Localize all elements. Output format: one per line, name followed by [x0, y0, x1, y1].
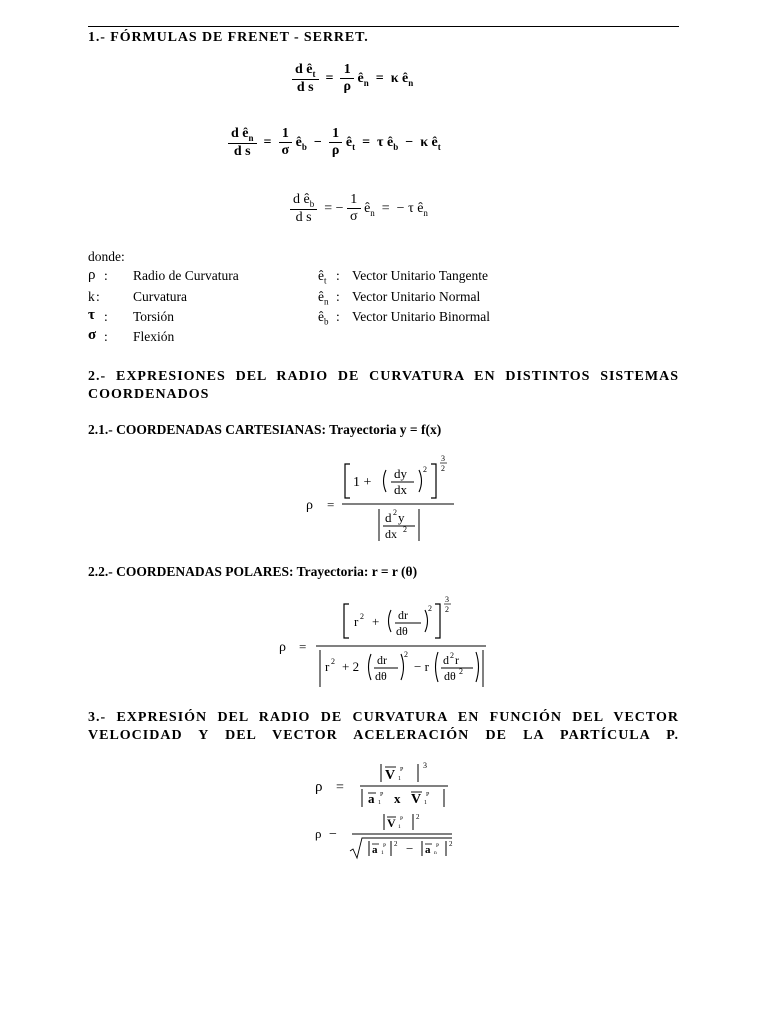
- svg-text:y: y: [398, 510, 405, 525]
- svg-text:1: 1: [398, 824, 401, 830]
- legend-k-sep: :: [96, 289, 100, 304]
- svg-text:3: 3: [423, 761, 427, 770]
- legend-en-symbol: $ê_n$: [318, 289, 329, 307]
- svg-text:dθ: dθ: [444, 669, 456, 683]
- svg-text:3: 3: [441, 454, 445, 463]
- legend-k-symbol: k: [88, 289, 95, 304]
- cartesian-radius-formula: [298, 452, 468, 546]
- legend-et-text: Vector Unitario Tangente: [352, 268, 489, 283]
- svg-text:P: P: [436, 843, 440, 849]
- svg-text:2: 2: [331, 657, 335, 666]
- svg-text:2: 2: [403, 525, 407, 534]
- svg-text:x: x: [394, 791, 401, 806]
- svg-text:2: 2: [459, 667, 463, 676]
- svg-text:− r: − r: [414, 659, 429, 674]
- svg-text:dr: dr: [398, 608, 408, 622]
- svg-text:P: P: [380, 792, 384, 798]
- svg-text:2: 2: [450, 651, 454, 660]
- legend-eb-text: Vector Unitario Binormal: [352, 309, 490, 324]
- svg-text:1: 1: [378, 800, 381, 806]
- svg-text:2: 2: [393, 508, 397, 517]
- section-1-title: 1.- FÓRMULAS DE FRENET - SERRET.: [88, 30, 369, 45]
- svg-text:a: a: [368, 791, 375, 806]
- svg-text:V: V: [387, 816, 396, 830]
- svg-text:d: d: [443, 653, 449, 667]
- svg-text:ρ: ρ: [315, 779, 323, 795]
- svg-text:=: =: [299, 639, 307, 654]
- legend-rho-sep: :: [104, 268, 108, 283]
- legend-rho-symbol: ρ: [88, 267, 96, 283]
- svg-text:−: −: [406, 841, 414, 856]
- svg-text:=: =: [336, 780, 344, 795]
- svg-text:=: =: [327, 497, 335, 512]
- legend-k-text: Curvatura: [133, 289, 187, 304]
- svg-text:r: r: [325, 659, 330, 674]
- svg-text:P: P: [426, 792, 430, 798]
- frenet-formula-tangent: $\frac{d ê_t}{\text{d s}}$ = $\frac{1}{\rho}$ $ê_n = \kappa$ $ê_n$: [292, 62, 413, 96]
- svg-text:1: 1: [424, 800, 427, 806]
- where-label: donde:: [88, 249, 125, 264]
- svg-text:3: 3: [445, 595, 449, 604]
- svg-text:a: a: [372, 844, 378, 856]
- legend-et-symbol: $ê_t$: [318, 268, 327, 286]
- svg-text:2: 2: [404, 650, 408, 659]
- legend-rho-text: Radio de Curvatura: [133, 268, 239, 283]
- svg-text:dr: dr: [377, 653, 387, 667]
- svg-text:d: d: [385, 510, 392, 525]
- svg-text:r: r: [455, 653, 459, 667]
- svg-text:dx: dx: [394, 482, 407, 497]
- svg-text:dx: dx: [385, 527, 397, 541]
- svg-text:P: P: [400, 816, 404, 822]
- svg-text:2: 2: [449, 840, 453, 848]
- svg-text:n: n: [434, 850, 437, 856]
- legend-sigma-text: Flexión: [133, 329, 175, 344]
- svg-text:dθ: dθ: [375, 669, 387, 683]
- legend-tau-text: Torsión: [133, 309, 175, 324]
- svg-text:2: 2: [416, 813, 420, 821]
- polar-radius-formula: [272, 594, 497, 690]
- svg-text:2: 2: [360, 612, 364, 621]
- svg-text:+: +: [372, 614, 380, 629]
- svg-text:1: 1: [398, 776, 401, 782]
- frenet-formula-binormal: $\frac{d ê_b}{\text{d s}}$ = − $\frac{1}{\sigma}$ $ê_n$ = − τ $ê_n$: [290, 192, 428, 226]
- legend-eb-symbol: $ê_b$: [318, 309, 329, 327]
- svg-text:ρ: ρ: [306, 498, 313, 513]
- svg-text:2: 2: [428, 604, 432, 613]
- velocity-acceleration-formula-cross: [310, 758, 460, 810]
- legend-tau-sep: :: [104, 309, 108, 324]
- svg-text:P: P: [383, 843, 387, 849]
- svg-text:2: 2: [423, 465, 427, 474]
- section-3-title: 3.- EXPRESIÓN DEL RADIO DE CURVATURA EN FUNCIÓN DEL VECTOR VELOCIDAD Y DEL VECTOR ACELERACIÓN DE LA PARTÍCULA P.: [88, 710, 679, 743]
- section-2-title: 2.- EXPRESIONES DEL RADIO DE CURVATURA EN DISTINTOS SISTEMAS COORDENADOS: [88, 369, 679, 402]
- svg-text:V: V: [411, 792, 422, 807]
- svg-text:2: 2: [441, 464, 445, 473]
- svg-text:2: 2: [394, 840, 398, 848]
- frenet-formula-normal: $\frac{d ê_n}{\text{d s}}$ = $\frac{1}{\sigma}$ $ê_b$ − $\frac{1}{\rho}$ $ê_t = \tau$ $ê_b - \kappa$ $ê_t$: [228, 126, 441, 160]
- legend-eb-sep: :: [336, 309, 340, 324]
- legend-tau-symbol: τ: [88, 307, 95, 323]
- svg-text:ρ: ρ: [315, 826, 322, 841]
- top-rule: [88, 26, 679, 27]
- velocity-acceleration-formula-sqrt: [310, 808, 460, 864]
- legend-en-sep: :: [336, 289, 340, 304]
- legend-sigma-sep: :: [104, 329, 108, 344]
- svg-text:r: r: [354, 614, 359, 629]
- svg-text:P: P: [400, 767, 404, 773]
- svg-text:ρ: ρ: [279, 640, 286, 655]
- svg-text:a: a: [425, 844, 431, 856]
- svg-text:2: 2: [445, 605, 449, 614]
- svg-text:−: −: [329, 827, 337, 842]
- svg-text:1: 1: [381, 850, 384, 856]
- svg-text:V: V: [385, 768, 396, 783]
- subsection-2-2-title: 2.2.- COORDENADAS POLARES: Trayectoria: r = r (θ): [88, 564, 418, 579]
- svg-text:dθ: dθ: [396, 624, 408, 638]
- svg-text:dy: dy: [394, 466, 407, 481]
- svg-text:+ 2: + 2: [342, 659, 360, 674]
- legend-en-text: Vector Unitario Normal: [352, 289, 481, 304]
- legend-sigma-symbol: σ: [88, 327, 97, 343]
- subsection-2-1-title: 2.1.- COORDENADAS CARTESIANAS: Trayectoria y = f(x): [88, 422, 442, 437]
- legend-et-sep: :: [336, 268, 340, 283]
- svg-text:1 +: 1 +: [353, 475, 372, 490]
